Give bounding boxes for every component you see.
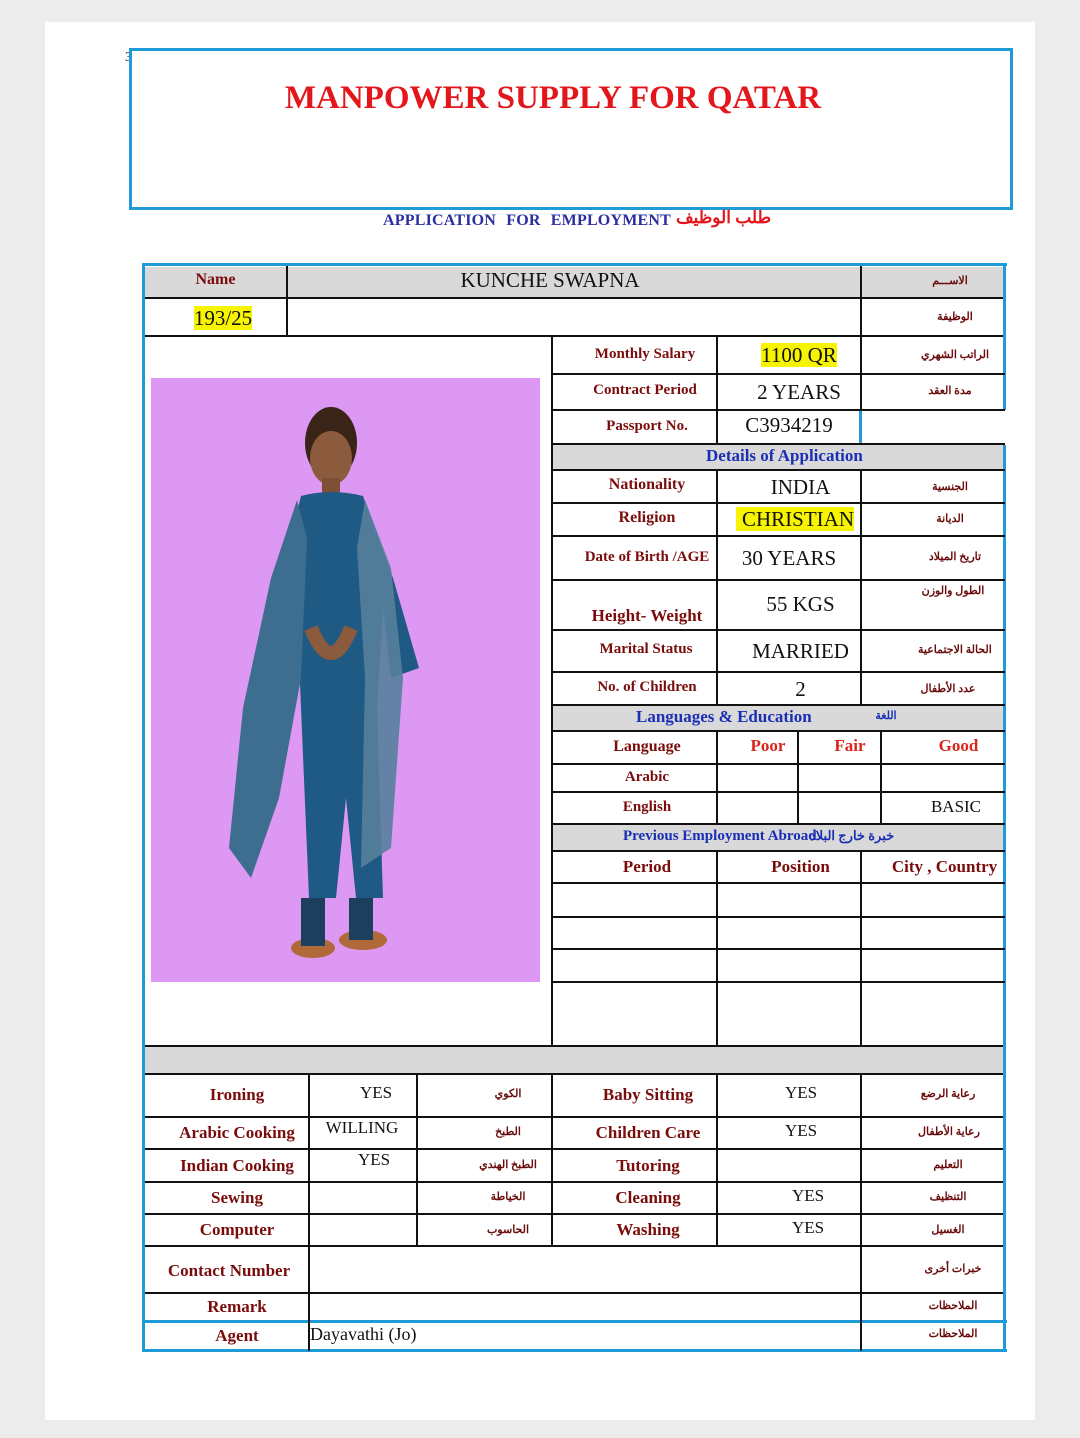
title-box xyxy=(129,48,1013,210)
marital-status-label-arabic: الحالة الاجتماعية xyxy=(918,644,992,656)
table-grid-line xyxy=(145,335,1003,337)
contract-period-label: Contract Period xyxy=(593,382,697,398)
languages-section-title-arabic: اللغة xyxy=(875,710,897,722)
applicant-name: KUNCHE SWAPNA xyxy=(460,268,640,292)
language-column-header: Language xyxy=(613,738,681,755)
table-grid-line xyxy=(553,535,1005,537)
table-grid-line xyxy=(145,1148,1003,1150)
form-subtitle: APPLICATION FOR EMPLOYMENT xyxy=(383,212,672,229)
form-border xyxy=(1003,445,1006,1352)
name-label-arabic: الاســـم xyxy=(932,275,968,287)
table-grid-line xyxy=(553,850,1005,852)
marital-status-value: MARRIED xyxy=(752,639,849,663)
table-grid-line xyxy=(553,409,1005,411)
english-good-value: BASIC xyxy=(930,797,982,816)
name-label: Name xyxy=(195,271,236,288)
skill-label-arabic-arabic-cooking: الطبخ xyxy=(495,1126,521,1138)
skill-label-indian-cooking: Indian Cooking xyxy=(180,1156,294,1175)
table-grid-line xyxy=(145,1245,1003,1247)
form-border xyxy=(142,1320,1007,1323)
skill-value-arabic-cooking: WILLING xyxy=(325,1118,399,1137)
nationality-label-arabic: الجنسية xyxy=(932,481,968,493)
skill-value-indian-cooking: YES xyxy=(357,1150,391,1169)
document-title: MANPOWER SUPPLY FOR QATAR xyxy=(284,80,822,116)
skill-label-tutoring: Tutoring xyxy=(616,1156,680,1175)
table-grid-line xyxy=(716,469,718,705)
skill-value-children-care: YES xyxy=(784,1121,818,1140)
monthly-salary-label-arabic: الراتب الشهري xyxy=(920,349,990,361)
skill-label-computer: Computer xyxy=(199,1220,275,1239)
skill-label-cleaning: Cleaning xyxy=(615,1188,681,1207)
agent-label-arabic: الملاحظات xyxy=(928,1328,978,1340)
skill-label-arabic-baby-sitting: رعاية الرضع xyxy=(920,1088,976,1100)
period-column-header: Period xyxy=(622,857,672,876)
contract-period-value: 2 YEARS xyxy=(757,380,841,404)
skill-label-children-care: Children Care xyxy=(595,1123,701,1142)
language-arabic: Arabic xyxy=(624,769,670,785)
skill-label-baby-sitting: Baby Sitting xyxy=(602,1085,694,1104)
table-grid-line xyxy=(860,1073,862,1351)
employment-section-title-arabic: خبرة خارج البلاد xyxy=(810,828,895,843)
page-number: 3 xyxy=(125,50,132,65)
table-grid-line xyxy=(553,823,1005,825)
table-grid-line xyxy=(553,502,1005,504)
religion-value: CHRISTIAN xyxy=(736,507,860,532)
dob-age-label: Date of Birth /AGE xyxy=(584,549,710,565)
form-border xyxy=(142,263,1007,266)
table-grid-line xyxy=(860,850,862,1046)
dob-age-label-arabic: تاريخ الميلاد xyxy=(928,551,982,563)
children-value: 2 xyxy=(795,677,806,701)
languages-section-title: Languages & Education xyxy=(636,707,812,726)
skill-label-arabic-cleaning: التنظيف xyxy=(929,1191,967,1203)
poor-column-header: Poor xyxy=(750,736,786,755)
table-grid-line xyxy=(553,791,1005,793)
job-label-arabic: الوظيفة xyxy=(937,311,973,323)
remark-label: Remark xyxy=(207,1297,267,1316)
religion-label: Religion xyxy=(618,509,676,526)
height-weight-label: Height- Weight xyxy=(591,606,703,625)
passport-number-label: Passport No. xyxy=(606,418,688,434)
skill-value-ironing: YES xyxy=(359,1083,393,1102)
city-country-column-header: City , Country xyxy=(891,857,998,876)
agent-label: Agent xyxy=(215,1326,259,1345)
skills-header-fill xyxy=(145,1047,1003,1073)
table-grid-line xyxy=(553,730,1005,732)
religion-label-arabic: الديانة xyxy=(936,513,964,525)
form-border xyxy=(142,1349,1007,1352)
height-weight-label-arabic: الطول والوزن xyxy=(921,585,985,597)
table-grid-line xyxy=(553,882,1005,884)
position-column-header: Position xyxy=(771,857,830,876)
skill-value-cleaning: YES xyxy=(791,1186,825,1205)
skill-label-arabic-cooking: Arabic Cooking xyxy=(179,1123,295,1142)
form-border xyxy=(1003,263,1006,410)
table-grid-line xyxy=(145,1116,1003,1118)
skill-label-arabic-computer: الحاسوب xyxy=(486,1224,530,1236)
skill-label-arabic-ironing: الكوي xyxy=(494,1088,522,1100)
contract-period-label-arabic: مدة العقد xyxy=(928,385,972,397)
nationality-value: INDIA xyxy=(770,475,831,499)
skill-label-washing: Washing xyxy=(616,1220,680,1239)
applicant-photo xyxy=(151,378,540,982)
table-grid-line xyxy=(553,629,1005,631)
table-grid-line xyxy=(553,579,1005,581)
skill-value-baby-sitting: YES xyxy=(784,1083,818,1102)
table-grid-line xyxy=(553,916,1005,918)
contact-number-label: Contact Number xyxy=(167,1261,291,1280)
skill-label-arabic-children-care: رعاية الأطفال xyxy=(918,1126,980,1138)
skill-label-arabic-sewing: الخياطة xyxy=(490,1191,526,1203)
children-label: No. of Children xyxy=(597,679,697,695)
dob-age-value: 30 YEARS xyxy=(741,546,837,570)
table-grid-line xyxy=(145,1073,1003,1075)
children-label-arabic: عدد الأطفال xyxy=(920,683,976,695)
skill-label-ironing: Ironing xyxy=(209,1085,265,1104)
application-section-title: Details of Application xyxy=(706,446,863,465)
table-grid-line xyxy=(553,763,1005,765)
skill-label-arabic-washing: الغسيل xyxy=(931,1224,965,1236)
monthly-salary-value: 1100 QR xyxy=(761,343,837,367)
passport-number-value: C3934219 xyxy=(745,413,833,437)
table-grid-line xyxy=(553,671,1005,673)
table-grid-line xyxy=(860,469,862,705)
skill-value-washing: YES xyxy=(791,1218,825,1237)
language-english: English xyxy=(622,799,672,815)
table-grid-line xyxy=(145,1181,1003,1183)
marital-status-label: Marital Status xyxy=(599,641,693,657)
contact-number-label-arabic: خبرات أخرى xyxy=(924,1263,982,1275)
remark-label-arabic: الملاحظات xyxy=(928,1300,978,1312)
table-grid-line xyxy=(553,948,1005,950)
table-grid-line xyxy=(145,297,1003,299)
table-grid-line xyxy=(145,1292,1003,1294)
form-subtitle-arabic: طلب الوظيف xyxy=(676,208,772,227)
table-grid-line xyxy=(716,850,718,1046)
table-grid-line xyxy=(145,1045,1003,1047)
form-border xyxy=(1003,1246,1006,1320)
fair-column-header: Fair xyxy=(834,736,866,755)
person-figure xyxy=(151,378,540,982)
good-column-header: Good xyxy=(938,736,979,755)
skill-label-arabic-indian-cooking: الطبخ الهندي xyxy=(479,1159,537,1171)
height-weight-value: 55 KGS xyxy=(766,592,835,616)
table-grid-line xyxy=(553,443,1005,445)
table-grid-line xyxy=(553,704,1005,706)
reference-number: 193/25 xyxy=(193,306,253,330)
monthly-salary-label: Monthly Salary xyxy=(594,346,696,362)
employment-section-title: Previous Employment Abroad xyxy=(623,828,817,844)
table-grid-line xyxy=(860,266,862,336)
table-grid-line xyxy=(553,373,1005,375)
skill-label-sewing: Sewing xyxy=(211,1188,263,1207)
skill-label-arabic-tutoring: التعليم xyxy=(933,1159,963,1171)
nationality-label: Nationality xyxy=(608,476,686,493)
table-grid-line xyxy=(145,1213,1003,1215)
table-grid-line xyxy=(553,981,1005,983)
table-grid-line xyxy=(553,469,1005,471)
agent-value: Dayavathi (Jo) xyxy=(310,1324,417,1344)
